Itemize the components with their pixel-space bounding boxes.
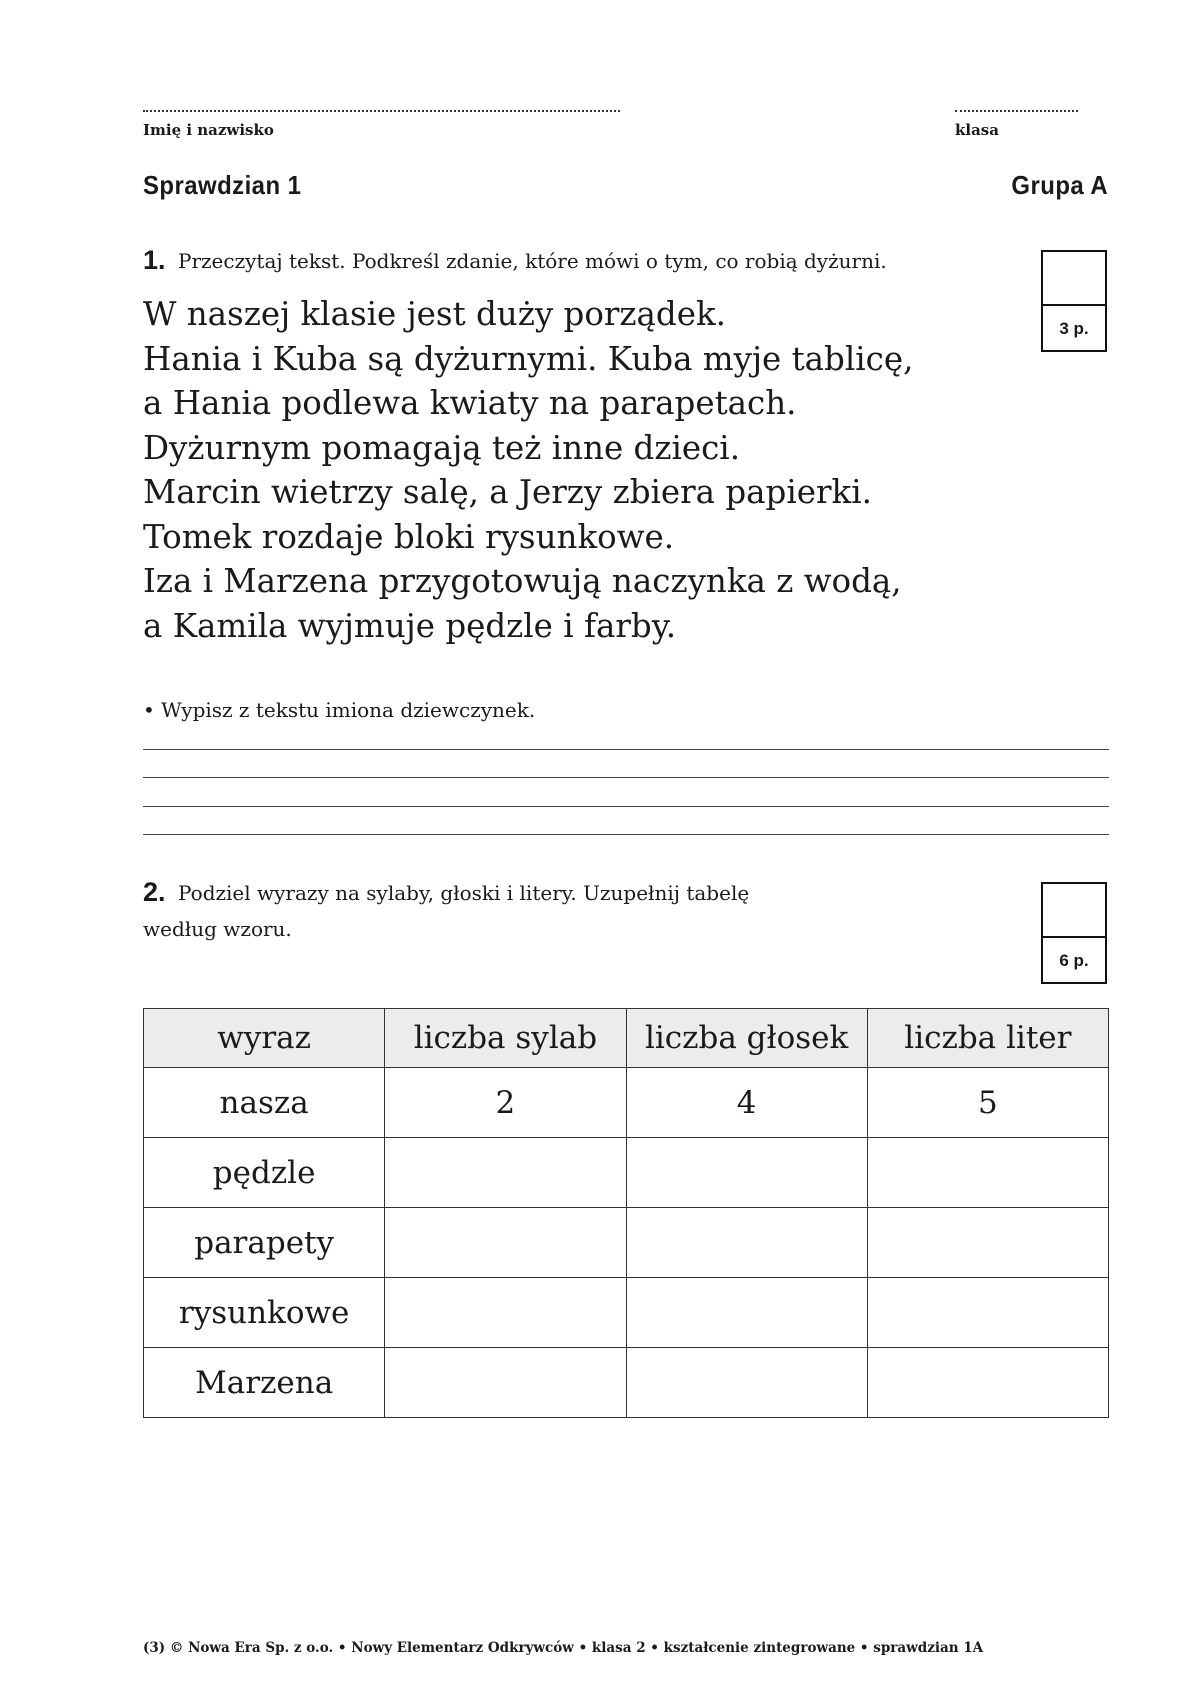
table-row [144, 1138, 1109, 1208]
sounds-cell[interactable] [626, 1278, 867, 1348]
reading-line[interactable]: Marcin wietrzy salę, a Jerzy zbiera papierki. [143, 473, 872, 511]
footer-copyright: (3) © Nowa Era Sp. z o.o. • Nowy Elementarz Odkrywców • klasa 2 • kształcenie zintegrowane • sprawdzian 1A [143, 1640, 984, 1656]
answer-line-3[interactable] [143, 806, 1109, 807]
task2-instruction-line2: według wzoru. [143, 917, 292, 941]
header-letters: liczba liter [867, 1009, 1108, 1068]
task2-points: 6 p. [1059, 951, 1089, 970]
syllable-table-wrapper [143, 1008, 1109, 1418]
task2-score-box [1041, 882, 1107, 984]
task1-subtask [143, 698, 535, 722]
answer-line-4[interactable] [143, 834, 1109, 835]
reading-line[interactable]: Iza i Marzena przygotowują naczynka z wodą, [143, 562, 902, 600]
sounds-cell[interactable] [626, 1348, 867, 1418]
task1-points: 3 p. [1059, 319, 1089, 338]
test-title: Sprawdzian 1 [143, 170, 302, 200]
syllables-cell: 2 [385, 1068, 626, 1138]
word-cell: nasza [144, 1068, 385, 1138]
letters-cell[interactable] [867, 1348, 1108, 1418]
sounds-cell[interactable] [626, 1208, 867, 1278]
sounds-cell[interactable] [626, 1138, 867, 1208]
reading-line[interactable]: a Kamila wyjmuje pędzle i farby. [143, 606, 677, 645]
task1-reading-text [143, 292, 913, 648]
answer-line-1[interactable] [143, 749, 1109, 750]
syllables-cell[interactable] [385, 1348, 626, 1418]
task1-number: 1. [143, 245, 166, 275]
syllable-table [143, 1008, 1109, 1418]
reading-line[interactable]: a Hania podlewa kwiaty na parapetach. [143, 384, 797, 422]
task1-instruction: Przeczytaj tekst. Podkreśl zdanie, które mówi o tym, co robią dyżurni. [178, 249, 887, 273]
reading-line[interactable]: Tomek rozdaje bloki rysunkowe. [143, 517, 675, 556]
header-word: wyraz [144, 1009, 385, 1068]
task2-number: 2. [143, 877, 166, 907]
word-cell: Marzena [144, 1348, 385, 1418]
task2-instruction-line1: Podziel wyrazy na sylaby, głoski i litery. Uzupełnij tabelę [178, 881, 750, 905]
task1-score-input[interactable] [1043, 252, 1105, 306]
syllables-cell[interactable] [385, 1278, 626, 1348]
word-cell: pędzle [144, 1138, 385, 1208]
header-syllables: liczba sylab [385, 1009, 626, 1068]
letters-cell[interactable] [867, 1208, 1108, 1278]
task1-score-box [1041, 250, 1107, 352]
table-row [144, 1348, 1109, 1418]
table-row [144, 1208, 1109, 1278]
task2-score-input[interactable] [1043, 884, 1105, 938]
table-header-row [144, 1009, 1109, 1068]
subtask-text: Wypisz z tekstu imiona dziewczynek. [161, 698, 536, 722]
reading-line[interactable]: Dyżurnym pomagają też inne dzieci. [143, 428, 741, 467]
class-label: klasa [955, 121, 999, 139]
class-dotted-line[interactable] [955, 110, 1078, 112]
answer-line-2[interactable] [143, 777, 1109, 778]
syllables-cell[interactable] [385, 1208, 626, 1278]
name-label: Imię i nazwisko [143, 121, 274, 139]
table-row [144, 1278, 1109, 1348]
sounds-cell: 4 [626, 1068, 867, 1138]
name-dotted-line[interactable] [143, 110, 620, 112]
bullet-icon: • [143, 698, 155, 722]
letters-cell[interactable] [867, 1138, 1108, 1208]
reading-line[interactable]: W naszej klasie jest duży porządek. [143, 295, 726, 333]
group-title: Grupa A [1011, 170, 1108, 200]
syllables-cell[interactable] [385, 1138, 626, 1208]
letters-cell: 5 [867, 1068, 1108, 1138]
word-cell: parapety [144, 1208, 385, 1278]
header-sounds: liczba głosek [626, 1009, 867, 1068]
reading-line[interactable]: Hania i Kuba są dyżurnymi. Kuba myje tablicę, [143, 339, 914, 378]
word-cell: rysunkowe [144, 1278, 385, 1348]
letters-cell[interactable] [867, 1278, 1108, 1348]
table-row [144, 1068, 1109, 1138]
